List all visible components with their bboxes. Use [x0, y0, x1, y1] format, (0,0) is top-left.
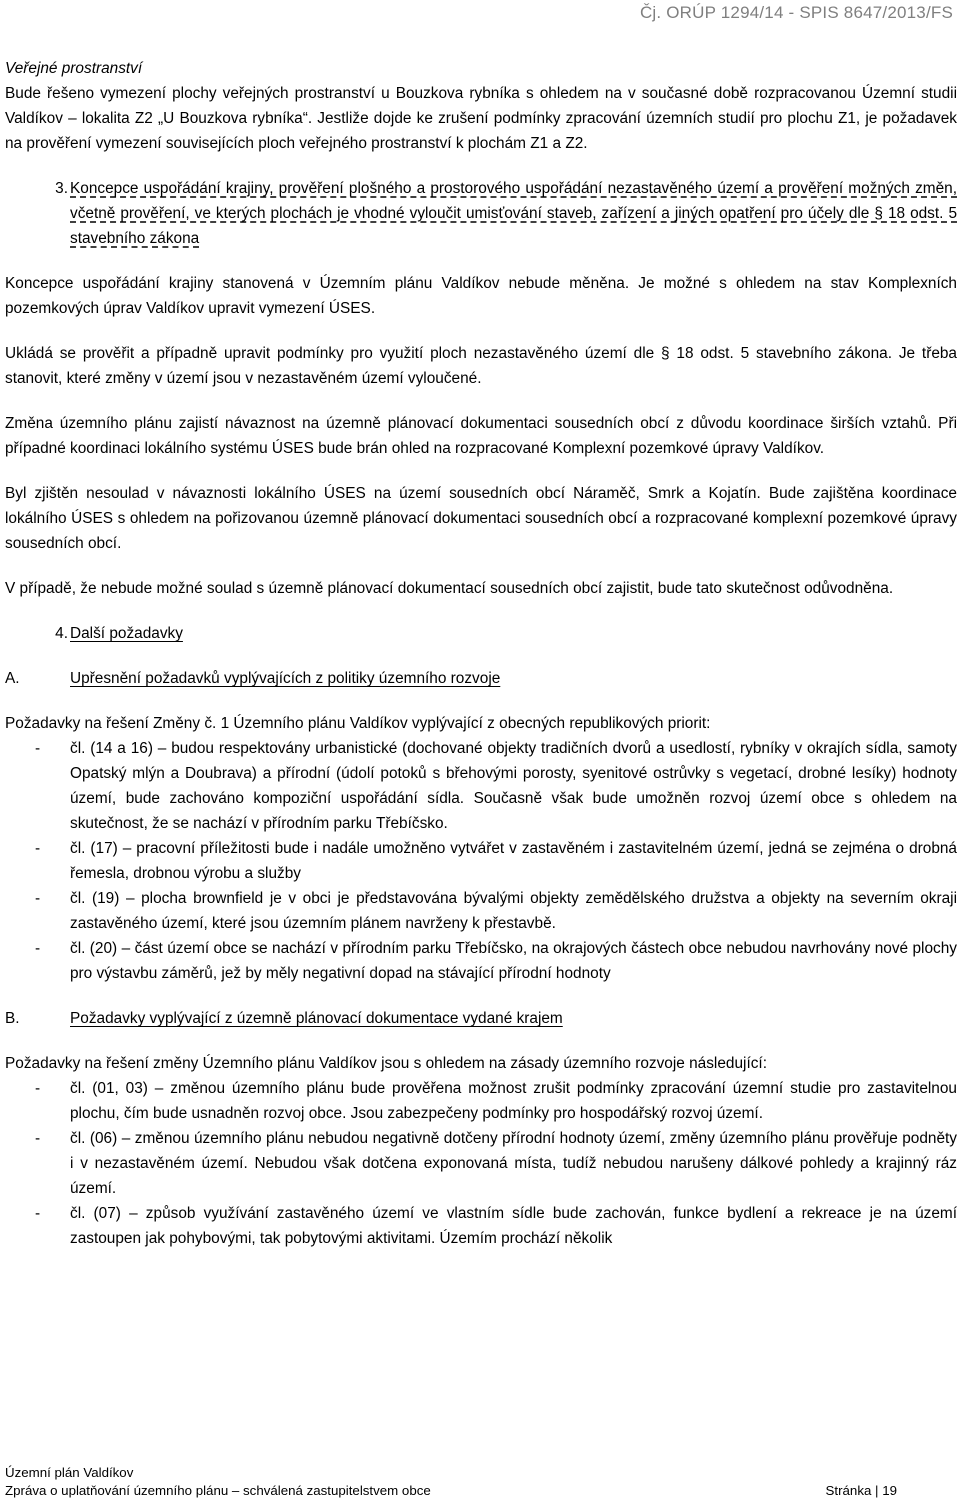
list-item: - čl. (20) – část území obce se nachází v přírodním parku Třebíčsko, na okrajových částech obce nebudou navrhovány nové plochy pro výstavbu záměrů, jež by měly negativní dopad na stávající přírodní hodnoty [35, 940, 957, 982]
section-heading-public-space: Veřejné prostranství [5, 60, 143, 77]
section-3-paragraph-4: Byl zjištěn nesoulad v návaznosti lokálního ÚSES na území sousedních obcí Náraměč, Smrk a Kojatín. Bude zajištěna koordinace lokálního ÚSES s ohledem na pořizovanou územně plánovací dokumentaci sousedních obcí a rozpracované komplexní pozemkové úpravy sousedních obcí. [5, 485, 957, 552]
list-item: - čl. (06) – změnou územního plánu nebudou negativně dotčeny přírodní hodnoty území, změny územního plánu prověřuje podněty i v nezastavěném území. Nebudou však dotčena exponovaná místa, tudíž nebudou narušeny dálkové pohledy a krajinný ráz území. [35, 1130, 957, 1197]
section-3-number: 3. [55, 180, 68, 197]
section-3-title: Koncepce uspořádání krajiny, prověření plošného a prostorového uspořádání nezastavěného území a prověření možných změn, včetně prověření, ve kterých plochách je vhodné vyloučit umisťování staveb, zařízení a jiných opatření pro účely dle § 18 odst. 5 stavebního zákona [70, 180, 957, 247]
list-item: - čl. (17) – pracovní příležitosti bude i nadále umožněno vytvářet v zastavěném i zastavitelném území, jedná se zejména o drobná řemesla, drobnou výrobu a služby [35, 840, 957, 882]
document-body [5, 56, 957, 1251]
section-3-paragraph-1: Koncepce uspořádání krajiny stanovená v Územním plánu Valdíkov nebude měněna. Je možné s ohledem na stav Komplexních pozemkových úprav Valdíkov upravit vymezení ÚSES. [5, 275, 957, 317]
section-a-heading [5, 666, 957, 691]
section-b-title: Požadavky vyplývající z územně plánovací dokumentace vydané krajem [70, 1010, 563, 1027]
list-item: - čl. (07) – způsob využívání zastavěného území ve vlastním sídle bude zachován, funkce bydlení a rekreace je na území zastoupen jak pohybovými, tak pobytovými aktivitami. Územím prochází několik [35, 1205, 957, 1247]
footer-plan-name: Územní plán Valdíkov [5, 1465, 134, 1480]
section-b-letter: B. [5, 1010, 20, 1027]
section-4-number: 4. [55, 625, 68, 642]
section-3-paragraph-5: V případě, že nebude možné soulad s územně plánovací dokumentací sousedních obcí zajistit, bude tato skutečnost odůvodněna. [5, 580, 894, 597]
public-space-text: Bude řešeno vymezení plochy veřejných prostranství u Bouzkova rybníka s ohledem na v současné době rozpracovanou Územní studii Valdíkov – lokalita Z2 „U Bouzkova rybníka“. Jestliže dojde ke zrušení podmínky zpracování územních studií pro plochu Z1, je požadavek na prověření vymezení souvisejících ploch veřejného prostranství k plochám Z1 a Z2. [5, 85, 957, 152]
page-number: Stránka | 19 [825, 1483, 897, 1498]
list-item: - čl. (14 a 16) – budou respektovány urbanistické (dochované objekty tradičních dvorů a usedlostí, rybníky v okrajích sídla, samoty Opatský mlýn a Doubrava) a přírodní (údolí potoků s břehovými porosty, syenitové ostrůvky s vegetací, drobné lesíky) hodnoty území, bude zachováno kompoziční uspořádání sídla. Současně však bude umožněn rozvoj území obce s ohledem na skutečnost, že se nachází v přírodním parku Třebíčsko. [35, 740, 957, 832]
section-3-heading [5, 176, 957, 251]
section-4-title: Další požadavky [70, 625, 183, 642]
section-b-intro: Požadavky na řešení změny Územního plánu Valdíkov jsou s ohledem na zásady územního rozvoje následující: [5, 1055, 767, 1072]
section-a-intro: Požadavky na řešení Změny č. 1 Územního plánu Valdíkov vyplývající z obecných republikových priorit: [5, 715, 711, 732]
page-footer [5, 1464, 955, 1500]
section-a-list [5, 736, 957, 986]
section-b-heading [5, 1006, 957, 1031]
section-4-heading [5, 621, 957, 646]
list-item: - čl. (01, 03) – změnou územního plánu bude prověřena možnost zrušit podmínky zpracování územní studie pro zastavitelnou plochu, čím bude usnadněn rozvoj obce. Jsou zabezpečeny podmínky pro hospodářský rozvoj území. [35, 1080, 957, 1122]
section-3-paragraph-2: Ukládá se prověřit a případně upravit podmínky pro využití ploch nezastavěného území dle § 18 odst. 5 stavebního zákona. Je třeba stanovit, které změny v území jsou v nezastavěném území vyloučené. [5, 345, 957, 387]
list-item: - čl. (19) – plocha brownfield je v obci je představována bývalými objekty zemědělského družstva a objekty na severním okraji zastavěného území, které jsou územním plánem navrženy k přestavbě. [35, 890, 957, 932]
section-3-paragraph-3: Změna územního plánu zajistí návaznost na územně plánovací dokumentaci sousedních obcí z důvodu koordinace širších vztahů. Při případné koordinaci lokálního systému ÚSES bude brán ohled na rozpracované Komplexní pozemkové úpravy Valdíkov. [5, 415, 957, 457]
document-reference: Čj. ORÚP 1294/14 - SPIS 8647/2013/FS [639, 3, 953, 22]
section-a-title: Upřesnění požadavků vyplývajících z politiky územního rozvoje [70, 670, 501, 687]
section-b-list [5, 1076, 957, 1251]
footer-report-title: Zpráva o uplatňování územního plánu – schválená zastupitelstvem obce [5, 1483, 431, 1498]
section-a-letter: A. [5, 670, 20, 687]
